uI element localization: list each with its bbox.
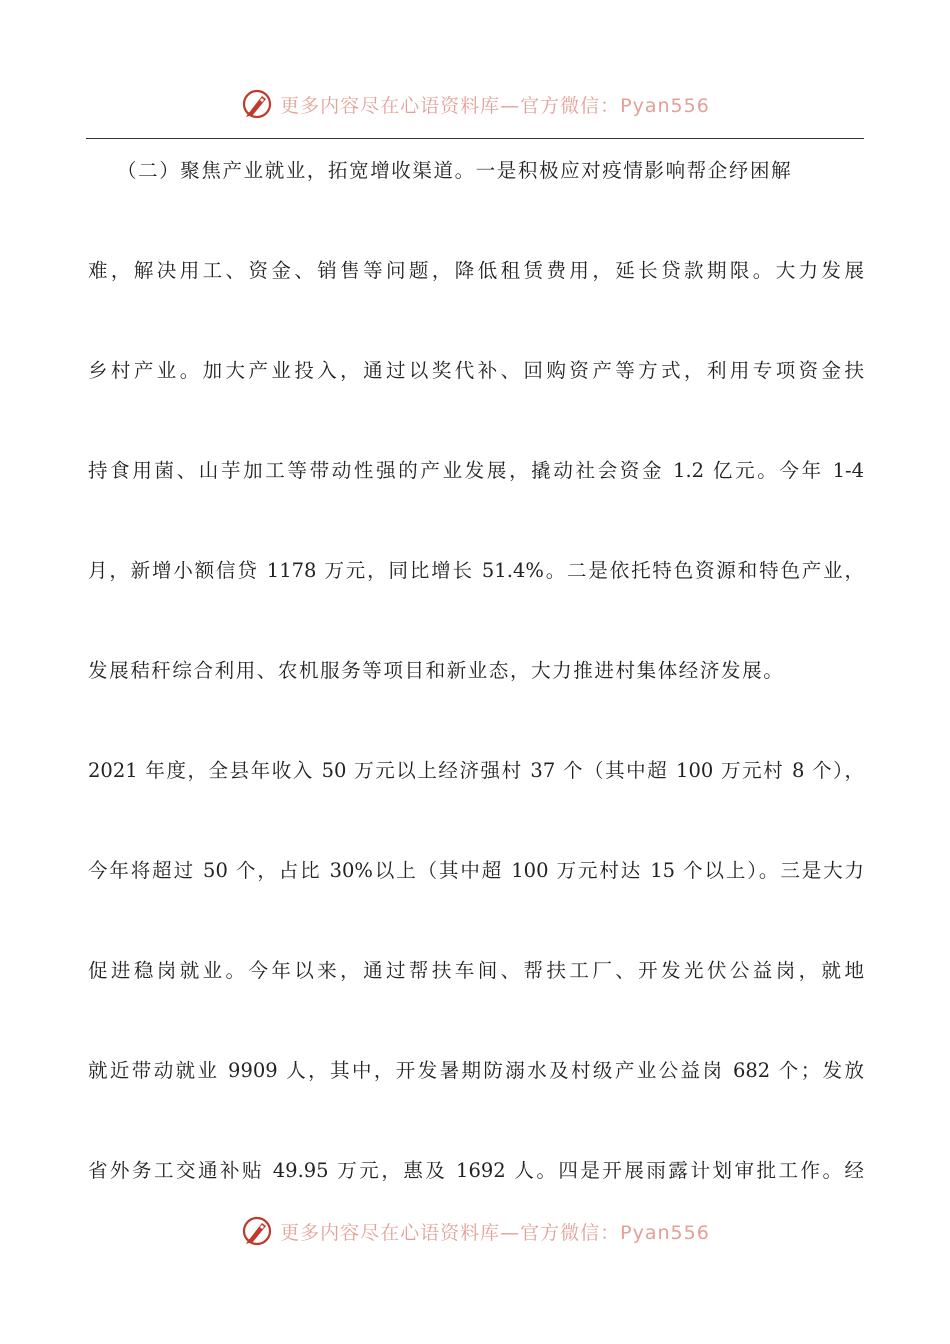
footer-watermark-text: 更多内容尽在心语资料库—官方微信：Pyan556: [280, 1221, 710, 1244]
body-line-5: 月，新增小额信贷 1178 万元，同比增长 51.4%。二是依托特色资源和特色产业，: [88, 559, 864, 582]
footer-watermark: [0, 1211, 950, 1251]
body-line-1: （二）聚焦产业就业，拓宽增收渠道。一是积极应对疫情影响帮企纾困解: [117, 159, 793, 182]
body-line-7: 2021 年度，全县年收入 50 万元以上经济强村 37 个（其中超 100 万元村 8 个），: [88, 759, 864, 782]
header-watermark: [0, 84, 950, 124]
body-line-11: 省外务工交通补贴 49.95 万元，惠及 1692 人。四是开展雨露计划审批工作。经: [88, 1159, 864, 1182]
document-body: [88, 146, 864, 1246]
header-watermark-text: 更多内容尽在心语资料库—官方微信：Pyan556: [280, 94, 710, 117]
pen-nib-logo-icon: [240, 87, 274, 121]
body-line-10: 就近带动就业 9909 人，其中，开发暑期防溺水及村级产业公益岗 682 个；发放: [88, 1059, 864, 1082]
body-line-9: 促进稳岗就业。今年以来，通过帮扶车间、帮扶工厂、开发光伏公益岗，就地: [88, 959, 864, 982]
body-line-3: 乡村产业。加大产业投入，通过以奖代补、回购资产等方式，利用专项资金扶: [88, 359, 864, 382]
pen-nib-logo-icon: [240, 1214, 274, 1248]
body-line-8: 今年将超过 50 个，占比 30%以上（其中超 100 万元村达 15 个以上）。三是大力: [88, 859, 864, 882]
body-line-4: 持食用菌、山芋加工等带动性强的产业发展，撬动社会资金 1.2 亿元。今年 1-4: [88, 459, 864, 482]
header-divider: [86, 138, 864, 139]
body-line-6: 发展秸秆综合利用、农机服务等项目和新业态，大力推进村集体经济发展。: [88, 659, 785, 682]
body-line-2: 难，解决用工、资金、销售等问题，降低租赁费用，延长贷款期限。大力发展: [88, 259, 864, 282]
